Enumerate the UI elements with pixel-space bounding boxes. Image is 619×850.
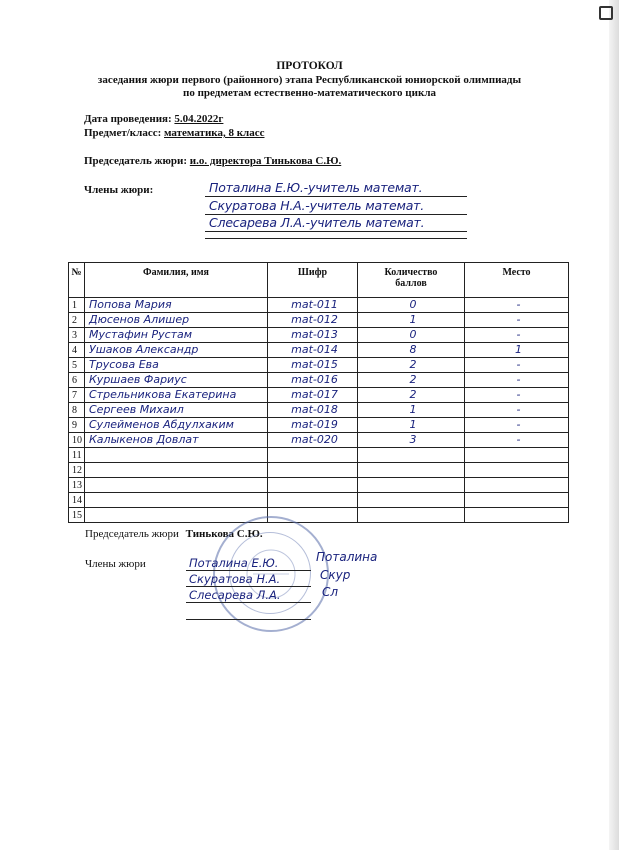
row-place-cell (465, 493, 569, 508)
row-place-text (515, 478, 519, 491)
row-name-text (85, 463, 89, 476)
row-place-cell (465, 418, 569, 433)
member-entry-1: Поталина Е.Ю.-учитель математ. (209, 180, 423, 195)
footer-members-label: Члены жюри (85, 558, 146, 570)
row-place-text: - (516, 433, 521, 446)
row-score-cell (358, 448, 465, 463)
table-row (69, 403, 569, 418)
document-subtitle-line2: по предметам естественно-математического цикла (182, 87, 436, 99)
row-no-text: 13 (72, 479, 82, 491)
member-entry-3: Слесарева Л.А.-учитель математ. (209, 215, 425, 230)
row-name-text: Сергеев Михаил (89, 403, 184, 416)
date-row (84, 113, 223, 125)
table-row (69, 478, 569, 493)
row-name-text: Сулейменов Абдулхаким (89, 418, 234, 431)
footer-chair-label: Председатель жюри (85, 528, 179, 540)
row-no-text: 8 (72, 404, 77, 416)
row-score-cell (358, 418, 465, 433)
header-name: Фамилия, имя (85, 263, 268, 298)
row-place-cell (465, 463, 569, 478)
row-place-cell (465, 373, 569, 388)
row-score-text: 1 (409, 313, 417, 326)
row-code-text: mat-016 (291, 373, 338, 386)
row-no-cell (69, 478, 85, 493)
row-no-cell (69, 508, 85, 523)
subject-label: Предмет/класс: (84, 127, 162, 139)
row-no-text: 15 (72, 509, 82, 521)
header-place: Место (465, 263, 569, 298)
row-place-text: - (516, 388, 521, 401)
row-place-text: - (516, 313, 521, 326)
row-no-text: 1 (72, 299, 77, 311)
row-name-text: Мустафин Рустам (89, 328, 193, 341)
row-name-text (85, 493, 89, 506)
row-score-text: 0 (409, 328, 417, 341)
row-no-cell (69, 433, 85, 448)
row-no-cell (69, 358, 85, 373)
table-row (69, 448, 569, 463)
row-score-text (409, 493, 413, 506)
row-name-text: Дюсенов Алишер (89, 313, 190, 326)
row-place-text: - (516, 403, 521, 416)
row-name-cell (85, 493, 268, 508)
row-name-text (85, 448, 89, 461)
header-no: № (69, 263, 85, 298)
row-code-text (311, 448, 315, 461)
table-row (69, 358, 569, 373)
row-place-text: - (516, 418, 521, 431)
row-no-text: 2 (72, 314, 77, 326)
row-no-text: 14 (72, 494, 82, 506)
row-score-text: 2 (409, 388, 417, 401)
table-row (69, 493, 569, 508)
row-score-cell (358, 298, 465, 313)
row-no-cell (69, 343, 85, 358)
table-row (69, 418, 569, 433)
header-code: Шифр (268, 263, 358, 298)
row-name-cell (85, 298, 268, 313)
row-no-cell (69, 298, 85, 313)
row-name-text: Попова Мария (89, 298, 172, 311)
row-score-cell (358, 463, 465, 478)
row-no-text: 6 (72, 374, 77, 386)
row-code-text: mat-019 (291, 418, 338, 431)
row-score-text: 1 (409, 418, 417, 431)
table-row (69, 343, 569, 358)
results-table (68, 262, 569, 523)
row-name-cell (85, 403, 268, 418)
row-name-text (85, 508, 89, 521)
row-code-cell (268, 343, 358, 358)
row-name-text (85, 478, 89, 491)
row-code-cell (268, 478, 358, 493)
row-code-text (311, 493, 315, 506)
row-place-text (515, 448, 519, 461)
row-name-cell (85, 478, 268, 493)
header-score-line2: баллов (395, 278, 427, 289)
row-place-text: - (516, 358, 521, 371)
table-row (69, 313, 569, 328)
row-place-text (515, 463, 519, 476)
row-no-cell (69, 388, 85, 403)
row-place-text: - (516, 328, 521, 341)
footer-signature-name-1: Поталина Е.Ю. (189, 556, 279, 570)
row-score-cell (358, 478, 465, 493)
row-score-cell (358, 358, 465, 373)
row-no-cell (69, 328, 85, 343)
table-row (69, 463, 569, 478)
subject-row (84, 127, 265, 139)
row-code-text: mat-011 (291, 298, 338, 311)
row-code-text: mat-014 (291, 343, 338, 356)
autograph-1: Поталина (316, 550, 378, 564)
row-name-cell (85, 373, 268, 388)
corner-mark (599, 6, 613, 20)
table-row (69, 373, 569, 388)
row-place-text: - (516, 373, 521, 386)
row-place-cell (465, 388, 569, 403)
document-title: ПРОТОКОЛ (276, 60, 343, 72)
row-code-cell (268, 298, 358, 313)
chair-label: Председатель жюри: (84, 155, 188, 167)
row-code-cell (268, 388, 358, 403)
member-line-1 (205, 178, 467, 197)
row-name-cell (85, 418, 268, 433)
row-score-cell (358, 328, 465, 343)
row-code-text: mat-020 (291, 433, 338, 446)
row-score-cell (358, 403, 465, 418)
row-place-cell (465, 433, 569, 448)
chair-value: и.о. директора Тинькова С.Ю. (189, 155, 342, 167)
footer-signature-line-1 (186, 555, 311, 571)
row-place-text (515, 493, 519, 506)
row-score-cell (358, 433, 465, 448)
date-label: Дата проведения: (84, 113, 172, 125)
row-code-text: mat-013 (291, 328, 338, 341)
row-place-cell (465, 313, 569, 328)
chair-row (84, 155, 341, 167)
row-score-text: 3 (409, 433, 417, 446)
row-score-text (409, 448, 413, 461)
row-no-cell (69, 313, 85, 328)
row-no-text: 9 (72, 419, 77, 431)
row-code-text: mat-017 (291, 388, 338, 401)
row-no-text: 7 (72, 389, 77, 401)
document-subtitle-line1: заседания жюри первого (районного) этапа Республиканской юниорской олимпиады (97, 74, 522, 86)
footer-signature-line-4 (186, 604, 311, 620)
row-name-cell (85, 328, 268, 343)
row-no-cell (69, 418, 85, 433)
row-code-cell (268, 463, 358, 478)
row-code-cell (268, 313, 358, 328)
row-code-cell (268, 358, 358, 373)
members-label: Члены жюри: (84, 184, 154, 196)
row-score-text: 2 (409, 373, 417, 386)
row-score-text: 0 (409, 298, 417, 311)
row-place-text: 1 (515, 343, 522, 356)
subject-value: математика, 8 класс (164, 127, 265, 139)
row-code-text: mat-018 (291, 403, 338, 416)
row-no-cell (69, 373, 85, 388)
autograph-3: Сл (322, 585, 339, 599)
row-name-cell (85, 448, 268, 463)
row-code-text: mat-012 (291, 313, 338, 326)
row-code-cell (268, 373, 358, 388)
row-place-text (515, 508, 519, 521)
row-name-cell (85, 343, 268, 358)
row-name-text: Стрельникова Екатерина (89, 388, 237, 401)
row-name-cell (85, 313, 268, 328)
row-score-cell (358, 493, 465, 508)
row-code-text: mat-015 (291, 358, 338, 371)
footer-chair-name: Тинькова С.Ю. (185, 528, 263, 540)
row-score-text (409, 478, 413, 491)
table-header-row (69, 263, 569, 298)
row-score-cell (358, 508, 465, 523)
row-no-text: 3 (72, 329, 77, 341)
row-score-text: 2 (409, 358, 417, 371)
row-place-cell (465, 343, 569, 358)
header-score (358, 263, 465, 298)
row-name-text: Куршаев Фариус (89, 373, 187, 386)
row-no-text: 12 (72, 464, 82, 476)
row-no-text: 5 (72, 359, 77, 371)
footer-signature-name-3: Слесарева Л.А. (189, 588, 281, 602)
row-score-text (409, 508, 413, 521)
row-score-text: 8 (409, 343, 417, 356)
row-no-text: 11 (72, 449, 82, 461)
header-score-line1: Количество (384, 267, 438, 278)
row-code-cell (268, 448, 358, 463)
row-place-cell (465, 298, 569, 313)
row-code-cell (268, 493, 358, 508)
row-place-cell (465, 508, 569, 523)
row-code-cell (268, 403, 358, 418)
footer-signature-line-3 (186, 587, 311, 603)
member-line-4 (205, 220, 467, 239)
row-code-cell (268, 418, 358, 433)
row-no-text: 10 (72, 434, 82, 446)
table-row (69, 388, 569, 403)
row-place-text: - (516, 298, 521, 311)
row-place-cell (465, 328, 569, 343)
row-name-cell (85, 388, 268, 403)
table-row (69, 328, 569, 343)
row-place-cell (465, 478, 569, 493)
row-name-cell (85, 433, 268, 448)
row-no-cell (69, 463, 85, 478)
row-score-cell (358, 313, 465, 328)
row-name-text: Трусова Ева (89, 358, 159, 371)
row-name-cell (85, 463, 268, 478)
footer-signature-line-2 (186, 571, 311, 587)
row-code-text (311, 478, 315, 491)
autograph-2: Скур (320, 568, 351, 582)
row-no-cell (69, 493, 85, 508)
row-score-text: 1 (409, 403, 417, 416)
row-no-text: 4 (72, 344, 77, 356)
row-no-cell (69, 448, 85, 463)
row-name-cell (85, 358, 268, 373)
row-score-cell (358, 373, 465, 388)
footer-signature-name-2: Скуратова Н.А. (189, 572, 281, 586)
row-code-cell (268, 328, 358, 343)
table-row (69, 433, 569, 448)
row-code-text (311, 463, 315, 476)
row-score-cell (358, 343, 465, 358)
row-score-cell (358, 388, 465, 403)
date-value: 5.04.2022г (174, 113, 224, 125)
member-entry-2: Скуратова Н.А.-учитель математ. (209, 198, 425, 213)
row-name-text: Ушаков Александр (89, 343, 199, 356)
row-place-cell (465, 403, 569, 418)
row-code-cell (268, 433, 358, 448)
row-place-cell (465, 358, 569, 373)
row-no-cell (69, 403, 85, 418)
page-edge (609, 0, 619, 850)
table-row (69, 298, 569, 313)
row-score-text (409, 463, 413, 476)
row-name-text: Калыкенов Довлат (89, 433, 199, 446)
row-place-cell (465, 448, 569, 463)
